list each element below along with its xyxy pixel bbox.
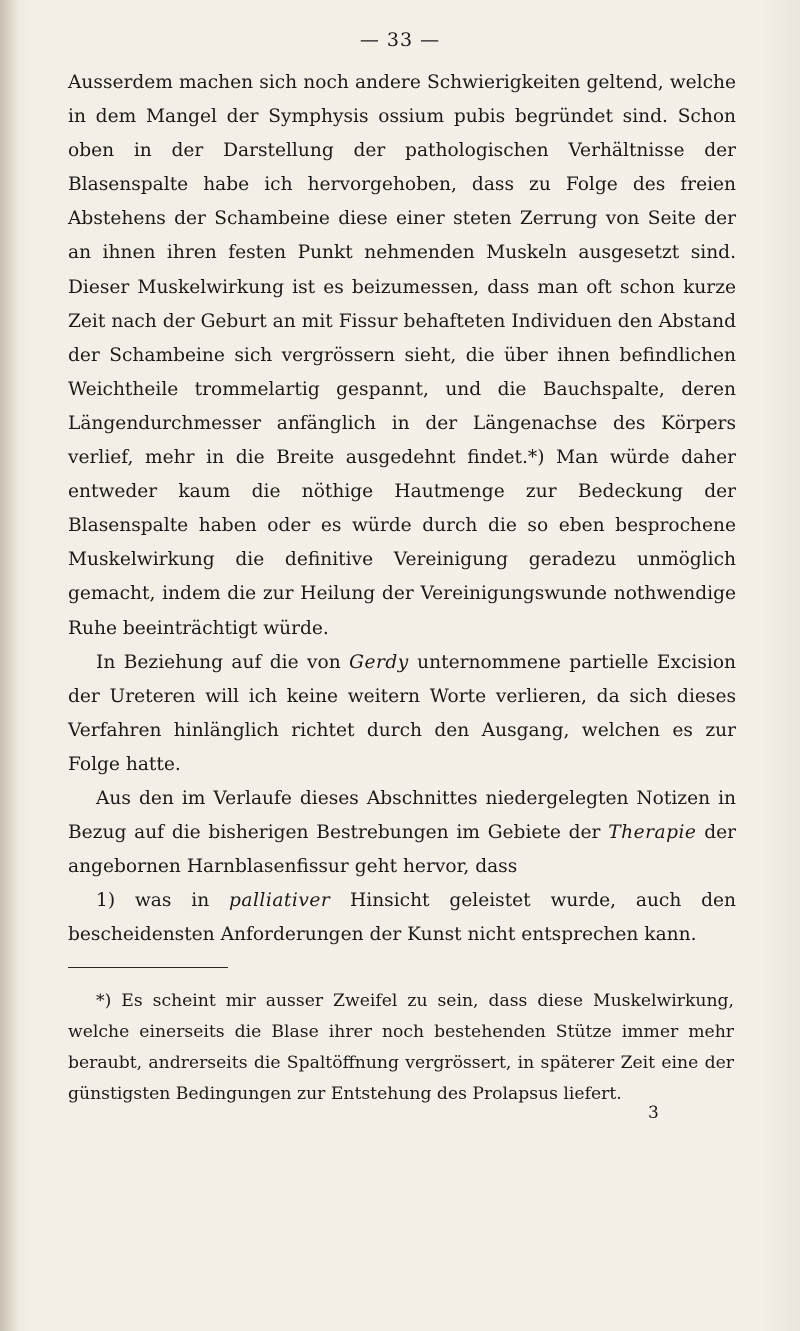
- footnote: [68, 986, 734, 1110]
- paragraph-2-text-a: In Beziehung auf die von: [96, 651, 350, 673]
- numbered-item-1: [68, 884, 736, 952]
- footnote-marker: *): [96, 991, 112, 1011]
- signature-mark: 3: [648, 1103, 659, 1123]
- main-text: [68, 66, 736, 952]
- page-number: — 33 —: [359, 29, 441, 51]
- paragraph-1-text: Ausserdem machen sich noch andere Schwierigkeiten geltend, welche in dem Mangel der Symphysis ossium pubis begründet sind. Schon oben in der Darstellung der pathologischen Verhältnisse der Blasenspalte habe ich hervorgehoben, dass zu Folge des freien Abstehens der Schambeine diese einer steten Zerrung von Seite der an ihnen ihren festen Punkt nehmenden Muskeln ausgesetzt sind. Dieser Muskelwirkung ist es beizumessen, dass man oft schon kurze Zeit nach der Geburt an mit Fissur behafteten Individuen den Abstand der Schambeine sich vergrössern sieht, die über ihnen befindlichen Weichtheile trommelartig gespannt, und die Bauchspalte, deren Längendurchmesser anfänglich in der Längenachse des Körpers verlief, mehr in die Breite ausgedehnt findet.*) Man würde daher entweder kaum die nöthige Hautmenge zur Bedeckung der Blasenspalte haben oder es würde durch die so eben besprochene Muskelwirkung die definitive Vereinigung geradezu unmöglich gemacht, indem die zur Heilung der Vereinigungswunde nothwendige Ruhe beeinträchtigt würde.: [68, 72, 736, 639]
- footnote-divider: [68, 967, 228, 968]
- term-therapie: Therapie: [608, 822, 697, 844]
- paragraph-1: [68, 66, 736, 646]
- paragraph-3-text-a: Aus den im Verlaufe dieses Abschnittes niedergelegten Notizen in Bezug auf die bisherigen Bestrebungen im Gebiete der: [68, 787, 736, 844]
- item-1-text-b: Hinsicht geleistet wurde, auch den bescheidensten Anforderungen der Kunst nicht entsprechen kann.: [68, 890, 737, 946]
- paragraph-3: [68, 782, 736, 884]
- paragraph-2-text-b: unternommene partielle Excision der Ureteren will ich keine weitern Worte verlieren, da sich dieses Verfahren hinlänglich richtet durch den Ausgang, welchen es zur Folge hatte.: [68, 651, 736, 775]
- paragraph-2: [68, 646, 736, 782]
- author-name-gerdy: Gerdy: [349, 651, 409, 673]
- term-palliativer: palliativer: [229, 890, 331, 912]
- footnote-text: Es scheint mir ausser Zweifel zu sein, dass diese Muskelwirkung, welche einerseits die Blase ihrer noch bestehenden Stütze immer mehr beraubt, andrerseits die Spaltöffnung vergrössert, in späterer Zeit eine der günstigsten Bedingungen zur Entstehung des Prolapsus liefert.: [68, 991, 734, 1104]
- paragraph-3-text-b: der angebornen Harnblasenfissur geht hervor, dass: [68, 822, 736, 878]
- binding-shadow: [0, 0, 18, 1331]
- item-1-text-a: 1) was in: [96, 890, 229, 912]
